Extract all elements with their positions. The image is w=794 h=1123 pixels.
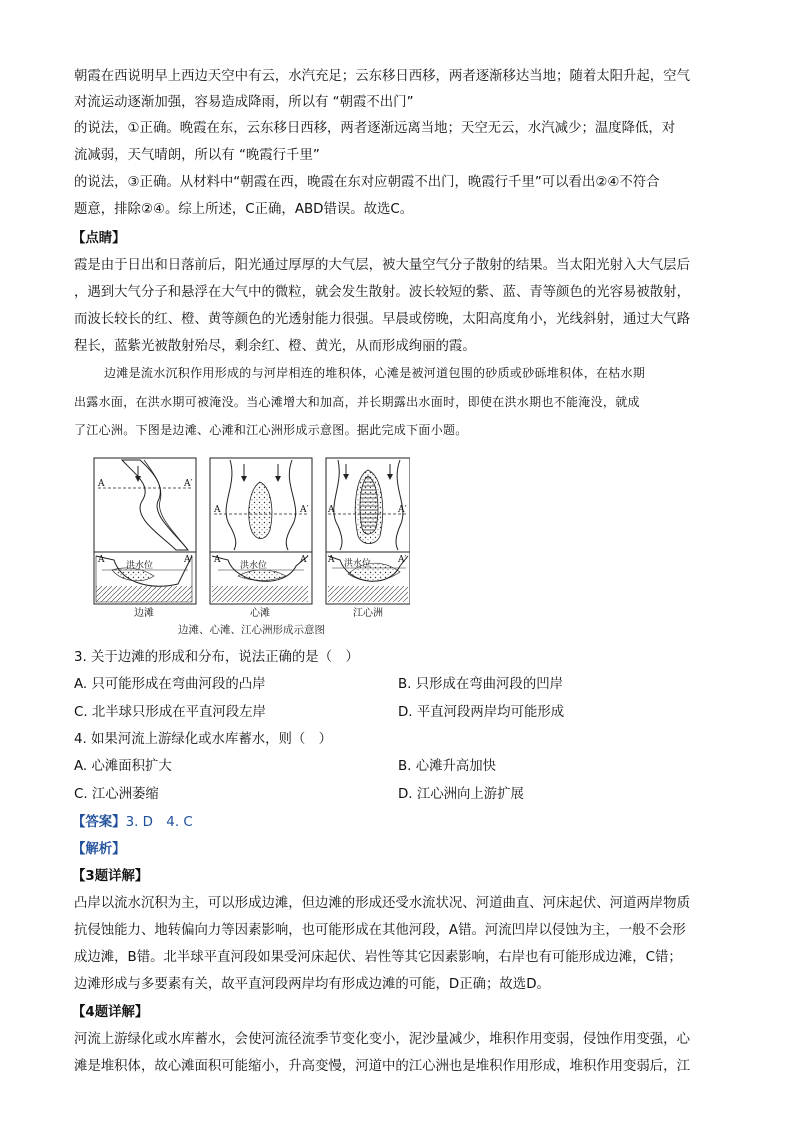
flood-level-label: 洪水位 bbox=[126, 561, 154, 571]
q3-detail-heading: 【3题详解】 bbox=[72, 869, 149, 884]
q4-detail-heading: 【4题详解】 bbox=[72, 1005, 149, 1020]
section-label-a-prime: A′ bbox=[398, 555, 407, 565]
section-label-a-prime: A′ bbox=[300, 555, 309, 565]
panel-biantan bbox=[94, 458, 196, 604]
panel-label-biantan: 边滩 bbox=[134, 608, 154, 619]
section-label-a-prime: A′ bbox=[184, 479, 193, 489]
material-line: 了江心洲。下图是边滩、心滩和江心洲形成示意图。据此完成下面小题。 bbox=[74, 423, 468, 437]
question-4-option-a: A. 心滩面积扩大 bbox=[74, 759, 172, 774]
section-label-a-prime: A′ bbox=[398, 505, 407, 515]
explanation-line: 流减弱，天气晴朗，所以有 “晚霞行千里” bbox=[74, 148, 320, 163]
question-3-stem: 3. 关于边滩的形成和分布，说法正确的是（ ） bbox=[74, 650, 359, 665]
q3-detail-line: 抗侵蚀能力、地转偏向力等因素影响，也可能形成在其他河段，A错。河流凹岸以侵蚀为主，一般不会形 bbox=[74, 923, 686, 938]
dianjing-line: 而波长较长的红、橙、黄等颜色的光透射能力很强。早晨或傍晚，太阳高度角小，光线斜射，通过大气路 bbox=[74, 312, 690, 327]
question-4-option-c: C. 江心洲萎缩 bbox=[74, 787, 159, 802]
answer-text: 3. D 4. C bbox=[125, 815, 193, 830]
figure-caption: 边滩、心滩、江心洲形成示意图 bbox=[178, 624, 325, 636]
q3-detail-line: 凸岸以流水沉积为主，可以形成边滩，但边滩的形成还受水流状况、河道曲直、河床起伏、河道两岸物质 bbox=[74, 896, 690, 911]
section-label-a: A bbox=[328, 555, 335, 565]
section-label-a-prime: A′ bbox=[184, 555, 193, 565]
question-3-option-b: B. 只形成在弯曲河段的凹岸 bbox=[398, 677, 563, 692]
panel-label-xintan: 心滩 bbox=[250, 608, 270, 619]
section-label-a: A bbox=[328, 505, 335, 515]
section-label-a-prime: A′ bbox=[300, 505, 309, 515]
flood-level-label: 洪水位 bbox=[240, 561, 268, 571]
q4-detail-line: 河流上游绿化或水库蓄水，会使河流径流季节变化变小，泥沙量减少，堆积作用变弱，侵蚀作用变强，心 bbox=[74, 1032, 690, 1047]
section-label-a: A bbox=[98, 479, 105, 489]
explanation-line: 朝霞在西说明早上西边天空中有云，水汽充足；云东移日西移，两者逐渐移达当地；随着太阳升起，空气 bbox=[74, 69, 690, 84]
q4-detail-line: 滩是堆积体，故心滩面积可能缩小，升高变慢，河道中的江心洲也是堆积作用形成，堆积作用变弱后，江 bbox=[74, 1059, 690, 1074]
question-4-option-b: B. 心滩升高加快 bbox=[398, 759, 497, 774]
panel-jiangxinzhou bbox=[326, 458, 410, 604]
analysis-heading: 【解析】 bbox=[72, 842, 126, 857]
q3-detail-line: 成边滩，B错。北半球平直河段如果受河床起伏、岩性等其它因素影响，右岸也有可能形成边滩，C错； bbox=[74, 950, 682, 965]
q3-detail-line: 边滩形成与多要素有关，故平直河段两岸均有形成边滩的可能，D正确；故选D。 bbox=[74, 977, 550, 992]
dianjing-heading: 【点睛】 bbox=[72, 231, 126, 246]
dianjing-line: 程长，蓝紫光被散射殆尽，剩余红、橙、黄光，从而形成绚丽的霞。 bbox=[74, 339, 476, 354]
panel-xintan bbox=[210, 458, 312, 604]
section-label-a: A bbox=[214, 505, 221, 515]
question-3-option-d: D. 平直河段两岸均可能形成 bbox=[398, 705, 565, 720]
dianjing-line: 霞是由于日出和日落前后，阳光通过厚厚的大气层，被大量空气分子散射的结果。当太阳光射入大气层后 bbox=[74, 258, 690, 273]
material-line: 出露水面，在洪水期可被淹没。当心滩增大和加高，并长期露出水面时，即使在洪水期也不能淹没，就成 bbox=[74, 395, 640, 409]
question-3-option-a: A. 只可能形成在弯曲河段的凸岸 bbox=[74, 677, 266, 692]
answer-line bbox=[72, 810, 722, 836]
answer-heading: 【答案】 bbox=[72, 815, 126, 830]
section-label-a: A bbox=[214, 555, 221, 565]
dianjing-line: ，遇到大气分子和悬浮在大气中的微粒，就会发生散射。波长较短的紫、蓝、青等颜色的光容易被散射， bbox=[74, 285, 690, 300]
river-deposit-figure bbox=[92, 456, 410, 640]
panel-label-jiangxinzhou: 江心洲 bbox=[353, 608, 383, 619]
question-3-option-c: C. 北半球只形成在平直河段左岸 bbox=[74, 705, 266, 720]
explanation-line: 的说法，③正确。从材料中“朝霞在西，晚霞在东对应朝霞不出门，晚霞行千里”可以看出②④不符合 bbox=[74, 175, 660, 190]
explanation-line: 对流运动逐渐加强，容易造成降雨，所以有 “朝霞不出门” bbox=[74, 95, 414, 110]
question-4-option-d: D. 江心洲向上游扩展 bbox=[398, 787, 524, 802]
question-4-stem: 4. 如果河流上游绿化或水库蓄水，则（ ） bbox=[74, 732, 333, 747]
explanation-line: 的说法，①正确。晚霞在东，云东移日西移，两者逐渐远离当地；天空无云，水汽减少；温度降低，对 bbox=[74, 121, 676, 136]
section-label-a: A bbox=[98, 555, 105, 565]
material-line: 边滩是流水沉积作用形成的与河岸相连的堆积体，心滩是被河道包围的砂质或砂砾堆积体，在枯水期 bbox=[104, 366, 646, 380]
explanation-line: 题意，排除②④。综上所述，C正确，ABD错误。故选C。 bbox=[74, 202, 414, 217]
flood-level-label: 洪水位 bbox=[344, 559, 372, 569]
